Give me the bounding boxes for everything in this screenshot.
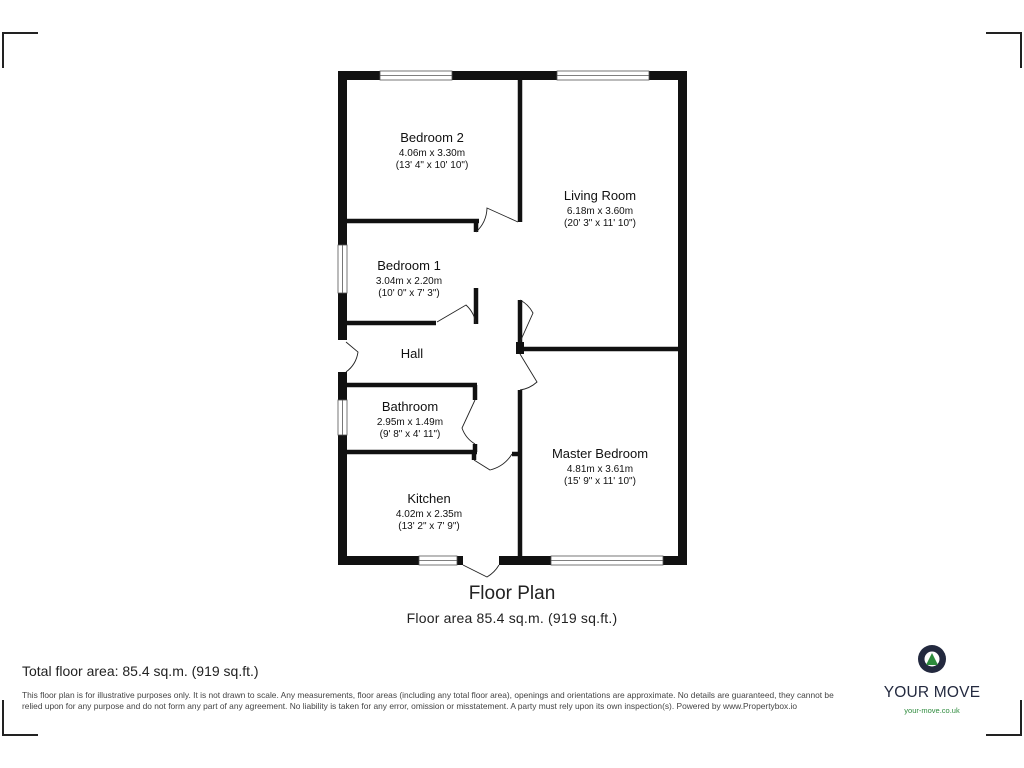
room-size-metric-kitchen: 4.02m x 2.35m bbox=[395, 509, 463, 520]
brand-url[interactable]: your-move.co.uk bbox=[904, 706, 960, 715]
room-size-metric-bedroom1: 3.04m x 2.20m bbox=[375, 276, 443, 287]
room-size-metric-living-room: 6.18m x 3.60m bbox=[566, 206, 634, 217]
room-name-bedroom1: Bedroom 1 bbox=[377, 258, 441, 273]
room-size-metric-bedroom2: 4.06m x 3.30m bbox=[398, 148, 466, 159]
room-size-imperial-kitchen: (13' 2" x 7' 9") bbox=[398, 521, 460, 532]
room-size-metric-master-bedroom: 4.81m x 3.61m bbox=[566, 464, 634, 475]
disclaimer: This floor plan is for illustrative purposes only. It is not drawn to scale. Any measurements, floor areas (including any total floor area), openings and orientations are approximate. No details are guaranteed, they cannot be relied upon for any purpose and do not form any part of any agreement. No liability is taken for any error, omission or misstatement. A party must rely upon its own inspection(s). Powered by www.Propertybox.io bbox=[22, 690, 834, 711]
room-size-imperial-bathroom: (9' 8" x 4' 11") bbox=[379, 429, 441, 440]
room-name-hall: Hall bbox=[400, 346, 424, 361]
total-floor-area: Total floor area: 85.4 sq.m. (919 sq.ft.) bbox=[22, 663, 259, 679]
plan-subtitle: Floor area 85.4 sq.m. (919 sq.ft.) bbox=[406, 610, 618, 626]
room-size-imperial-bedroom2: (13' 4" x 10' 10") bbox=[395, 160, 469, 171]
brand-name: YOUR MOVE bbox=[883, 684, 981, 701]
door-bedroom1 bbox=[437, 305, 476, 324]
windows bbox=[338, 71, 663, 565]
room-size-metric-bathroom: 2.95m x 1.49m bbox=[376, 417, 444, 428]
room-name-bathroom: Bathroom bbox=[381, 399, 439, 414]
door-bedroom2 bbox=[476, 208, 518, 232]
exterior-walls bbox=[343, 76, 683, 561]
room-name-living-room: Living Room bbox=[563, 188, 637, 203]
plan-title: Floor Plan bbox=[468, 583, 556, 604]
room-name-bedroom2: Bedroom 2 bbox=[400, 130, 464, 145]
room-name-kitchen: Kitchen bbox=[407, 491, 451, 506]
room-size-imperial-living-room: (20' 3" x 11' 10") bbox=[564, 218, 636, 229]
room-size-imperial-bedroom1: (10' 0" x 7' 3") bbox=[378, 288, 440, 299]
brand-logo bbox=[872, 643, 992, 715]
door-back bbox=[463, 565, 499, 577]
door-kitchen bbox=[474, 454, 512, 470]
door-bathroom bbox=[462, 400, 475, 444]
location-pin-icon bbox=[915, 643, 949, 677]
room-name-master-bedroom: Master Bedroom bbox=[551, 446, 649, 461]
door-master-bedroom bbox=[520, 354, 537, 390]
room-size-imperial-master-bedroom: (15' 9" x 11' 10") bbox=[564, 476, 636, 487]
